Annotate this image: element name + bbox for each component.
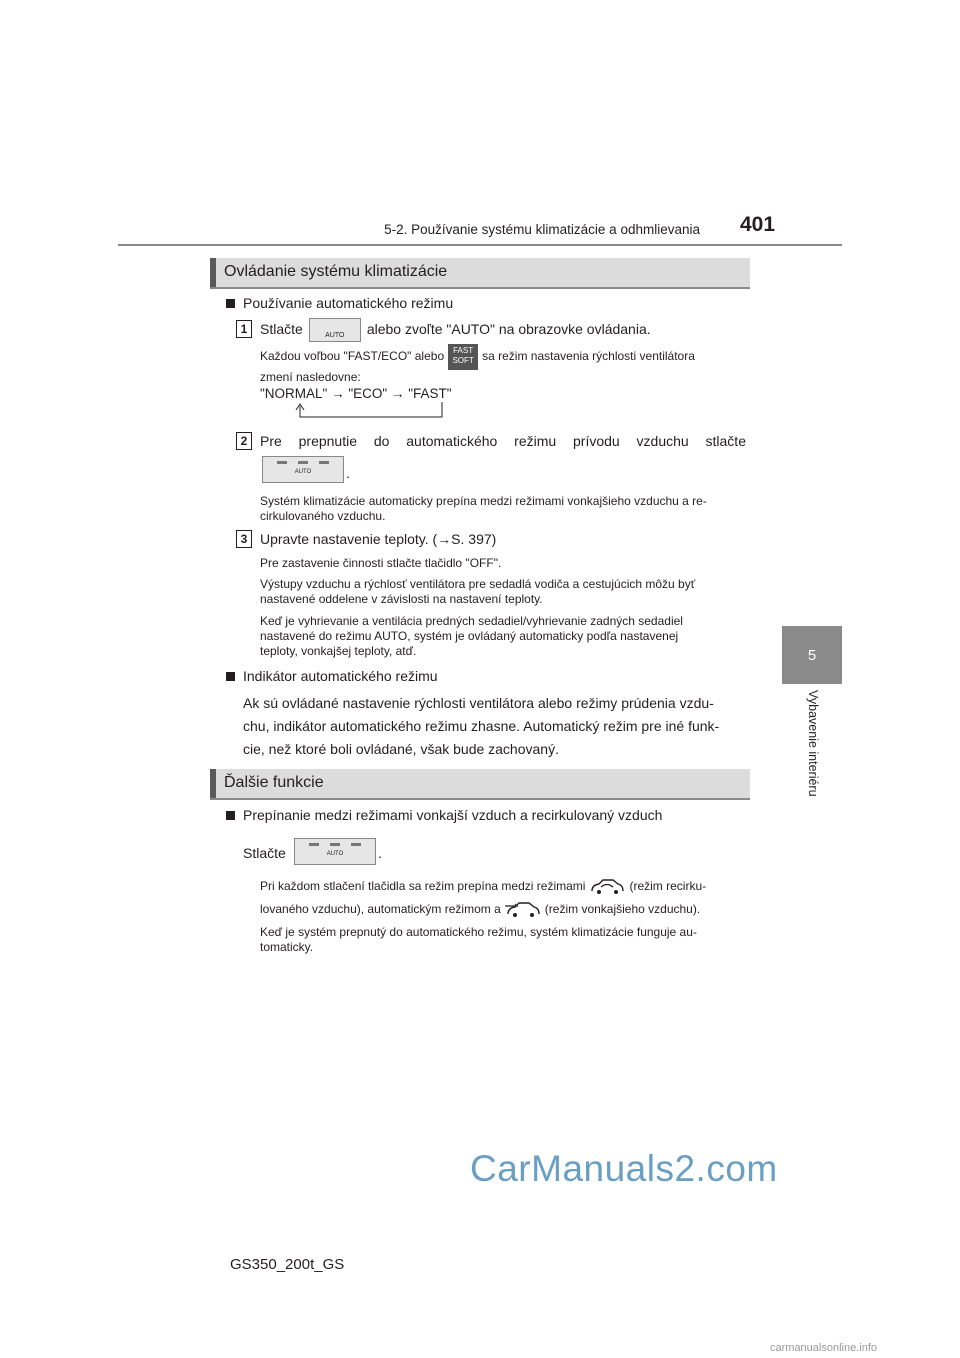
outside-air-mode-icon <box>505 901 541 919</box>
watermark-url: carmanualsonline.info <box>770 1342 878 1354</box>
step2-note: Systém klimatizácie automaticky prepína medzi režimami vonkajšieho vzduchu a re- cirkulovaného vzduchu. <box>260 494 707 523</box>
recirc-auto-button-icon: AUTO <box>294 838 376 865</box>
recirc-note2: Keď je systém prepnutý do automatického režimu, systém klimatizácie funguje au- tomaticky. <box>260 925 697 954</box>
indicator-paragraph: Ak sú ovládané nastavenie rýchlosti ventilátora alebo režimy prúdenia vzdu- chu, indikátor automatického režimu zhasne. Automatický režim pre iné funk- cie, než ktoré boli ovládané, však bude zachovaný. <box>243 695 720 757</box>
step2-text: Pre prepnutie do automatického režimu prívodu vzduchu stlačte <box>260 433 746 449</box>
section-title: 5-2. Používanie systému klimatizácie a odhmlievania <box>384 222 700 237</box>
fan-mode-cycle: "NORMAL" → "ECO" → "FAST" <box>260 386 452 401</box>
step3-note1: Pre zastavenie činnosti stlačte tlačidlo "OFF". <box>260 556 502 570</box>
step-number: 2 <box>236 432 252 450</box>
step-number: 3 <box>236 530 252 548</box>
step1-note: Každou voľbou "FAST/ECO" alebo FAST SOFT sa režim nastavenia rýchlosti ventilátora zmení nasledovne: <box>260 346 695 384</box>
section-title-other: Ďalšie funkcie <box>224 774 324 791</box>
cycle-return-arrow <box>292 402 444 420</box>
section-bar-climate <box>210 258 750 289</box>
chapter-tab: 5 <box>782 626 842 684</box>
recirc-note1: Pri každom stlačení tlačidla sa režim prepína medzi režimami (režim recirku- lovaného vzduchu), automatickým režimom a (režim vonkajšieho vzduchu). <box>260 875 752 921</box>
header-rule <box>118 244 842 246</box>
section-bar-other <box>210 769 750 800</box>
recirc-auto-button-icon: AUTO <box>262 456 344 483</box>
section-title-climate: Ovládanie systému klimatizácie <box>224 263 448 280</box>
subhead-auto-mode: Používanie automatického režimu <box>226 295 453 311</box>
subhead-recirculation: Prepínanie medzi režimami vonkajší vzduch a recirkulovaný vzduch <box>226 807 662 823</box>
step3-text: Upravte nastavenie teploty. (→S. 397) <box>260 531 497 547</box>
step1-text: Stlačte AUTO alebo zvoľte "AUTO" na obrazovke ovládania. <box>260 318 651 342</box>
subhead-indicator: Indikátor automatického režimu <box>226 668 438 684</box>
footer-model: GS350_200t_GS <box>230 1256 345 1273</box>
press-text: Stlačte <box>243 845 286 861</box>
watermark-logo: CarManuals2.com <box>470 1148 778 1189</box>
step-number: 1 <box>236 320 252 338</box>
chapter-label: Vybavenie interiéru <box>806 690 820 797</box>
step3-note2: Výstupy vzduchu a rýchlosť ventilátora pre sedadlá vodiča a cestujúcich môžu byť nastavené oddelene v závislosti na nastavení teploty. <box>260 577 696 606</box>
step2-period: . <box>346 465 350 481</box>
step3-note3: Keď je vyhrievanie a ventilácia predných sedadiel/vyhrievanie zadných sedadiel nastavené do režimu AUTO, systém je ovládaný automaticky podľa nastavenej teploty, vonkajšej teploty, atď. <box>260 614 683 658</box>
auto-button-icon: AUTO <box>309 318 361 342</box>
recirculation-mode-icon <box>589 878 625 896</box>
fast-soft-button-icon: FAST SOFT <box>448 344 478 370</box>
press-period: . <box>378 845 382 861</box>
page-number: 401 <box>740 213 776 236</box>
